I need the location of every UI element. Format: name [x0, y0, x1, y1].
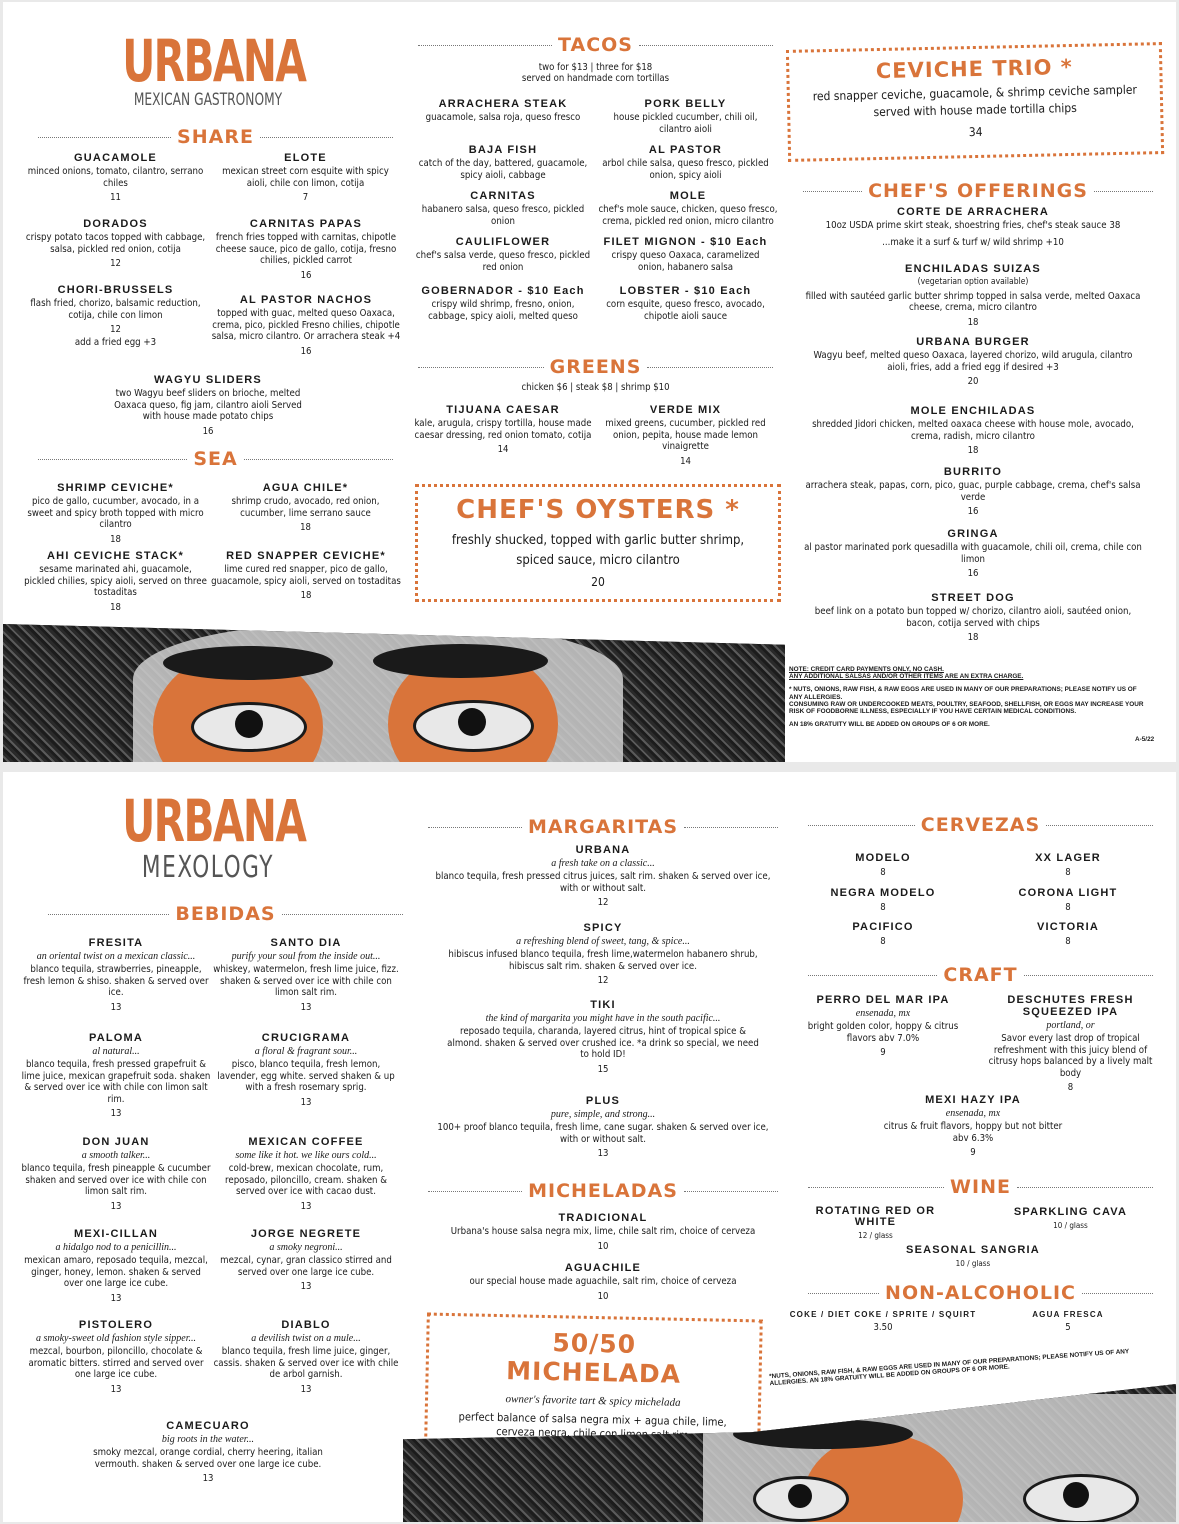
fifty-tag: owner's favorite tart & spicy michelada [505, 1393, 681, 1409]
cervezas-heading: CERVEZAS [808, 814, 1153, 836]
beer-item: NEGRA MODELO 8 [830, 887, 936, 913]
beer-item: PACIFICO 8 [852, 921, 914, 947]
menu-code: A-5/22 [1135, 736, 1155, 743]
menu-item: STREET DOG beef link on a potato bun topped w/ chorizo, cilantro aioli, sautéed onion, bacon, cotija served with chips 18 [814, 592, 1132, 643]
ceviche-trio-box [786, 42, 1164, 162]
skull-artwork [3, 624, 785, 762]
michelada-title: MICHELADA [505, 1356, 682, 1389]
menu-item: AL PASTOR NACHOS topped with guac, melted queso Oaxaca, crema, pico, pickled Fresno chilies, chipotle salsa, micro cilantro. Or arrachera steak +4 16 [211, 294, 401, 357]
menu-item: GRINGA al pastor marinated pork quesadilla with guacamole, chili oil, crema, chile con limon 16 [804, 528, 1142, 579]
wine-heading: WINE [808, 1176, 1153, 1198]
drink-item: DIABLO a devilish twist on a mule... blanco tequila, fresh lime juice, ginger, cassis. shaken & served over ice with chile de arbol garnish. 13 [213, 1319, 399, 1395]
logo-subtitle: MEXICAN GASTRONOMY [133, 90, 283, 110]
menu-item: MOLE ENCHILADAS shredded Jidori chicken, melted oaxaca cheese with house mole, avocado, crema, radish, micro cilantro 18 [812, 405, 1134, 456]
soft-drink-item: AGUA FRESCA 5 [1032, 1310, 1104, 1333]
taco-item: LOBSTER - $10 Each corn esquite, queso fresco, avocado, chipotle aioli sauce [606, 285, 765, 322]
beer-item: VICTORIA 8 [1037, 921, 1099, 947]
drink-item: CAMECUARO big roots in the water... smoky mezcal, orange cordial, cherry heering, italian vermouth. shaken & served over one large ice cube. 13 [93, 1420, 323, 1484]
drink-item: URBANA a fresh take on a classic... blanco tequila, fresh pressed citrus juices, salt rim. shaken & served over ice, with or without salt. 12 [435, 844, 771, 908]
drink-item: TRADICIONAL Urbana's house salsa negra mix, lime, chile salt rim, choice of cerveza 10 [450, 1212, 756, 1252]
logo-title: URBANA [122, 787, 306, 855]
tacos-note: served on handmade corn tortillas [521, 73, 670, 84]
micheladas-heading: MICHELADAS [428, 1180, 778, 1202]
fine-print: NOTE: CREDIT CARD PAYMENTS ONLY, NO CASH. ANY ADDITIONAL SALSAS AND/OR OTHER ITEMS ARE AN EXTRA CHARGE. * NUTS, ONIONS, RAW FISH, & RAW EGGS ARE USED IN MANY OF OUR PREPARATIONS; PLEASE NOTIFY US OF ANY ALLERGIES. CONSUMING RAW OR UNDERCOOKED MEATS, POULTRY, SEAFOOD, SHELLFISH, OR EGGS MAY INCREASE YOUR RISK OF FOODBORNE ILLNESS, ESPECIALLY IF YOU HAVE CERTAIN MEDICAL CONDITIONS. AN 18% GRATUITY WILL BE ADDED ON GROUPS OF 6 OR MORE. [789, 666, 1144, 729]
chefs-oysters-title: CHEF'S OYSTERS * [456, 495, 740, 525]
drink-item: CRUCIGRAMA a floral & fragrant sour... pisco, blanco tequila, fresh lemon, lavender, egg white. served shaken & up with a fresh rosemary sprig. 13 [217, 1032, 395, 1108]
drink-item: SANTO DIA purify your soul from the inside out... whiskey, watermelon, fresh lime juice, fizz. shaken & served over ice with chile con limon salt rim. 13 [213, 937, 399, 1013]
non-alcoholic-heading: NON-ALCOHOLIC [808, 1282, 1153, 1304]
menu-item: VERDE MIX mixed greens, cucumber, pickled red onion, pepita, house made lemon vinaigrette 14 [605, 404, 766, 467]
drinks-menu-page [3, 772, 1176, 1522]
menu-item: GUACAMOLE minced onions, tomato, cilantro, serrano chiles 11 [27, 152, 204, 203]
taco-item: ARRACHERA STEAK guacamole, salsa roja, queso fresco [425, 98, 581, 123]
taco-item: BAJA FISH catch of the day, battered, guacamole, spicy aioli, cabbage [418, 144, 588, 181]
menu-item: URBANA BURGER Wagyu beef, melted queso Oaxaca, layered chorizo, wild arugula, cilantro aioli, fries, add a fried egg if desired +3 20 [813, 336, 1133, 387]
craft-heading: CRAFT [808, 964, 1153, 986]
fine-print: *NUTS, ONIONS, RAW FISH, & RAW EGGS ARE USED IN MANY OF OUR PREPARATIONS; PLEASE NOTIFY US OF ANY ALLERGIES. AN 18% GRATUITY WILL BE ADDED ON GROUPS OF 6 OR MORE. [768, 1348, 1130, 1388]
beer-item: MODELO 8 [855, 852, 911, 878]
drink-item: JORGE NEGRETE a smoky negroni... mezcal, cynar, gran classico stirred and served over one large ice cube. 13 [220, 1228, 392, 1292]
menu-item: CORTE DE ARRACHERA 10oz USDA prime skirt steak, shoestring fries, chef's steak sauce 38 ...make it a surf & turf w/ wild shrimp +10 [825, 206, 1121, 248]
logo-title: URBANA [122, 27, 306, 95]
wine-item: ROTATING RED OR WHITE 12 / glass [815, 1205, 936, 1240]
ceviche-trio-price: 34 [968, 124, 983, 140]
drink-item: PISTOLERO a smoky-sweet old fashion style sipper... mezcal, bourbon, piloncillo, chocolate & aromatic bitters. stirred and served over one large ice cube. 13 [28, 1319, 204, 1395]
drink-item: FRESITA an oriental twist on a mexican classic... blanco tequila, strawberries, pineapple, fresh lemon & shiso. shaken & served over ice. 13 [23, 937, 209, 1013]
menu-item: TIJUANA CAESAR kale, arugula, crispy tortilla, house made caesar dressing, red onion tomato, cotija 14 [414, 404, 592, 455]
drink-item: DON JUAN a smooth talker... blanco tequila, fresh pineapple & cucumber shaken and served over ice with chile con limon salt rim. 13 [21, 1136, 211, 1212]
menu-item: AHI CEVICHE STACK* sesame marinated ahi, guacamole, pickled chilies, spicy aioli, served on three tostaditas 18 [24, 550, 207, 613]
beer-item: CORONA LIGHT 8 [1018, 887, 1118, 913]
taco-item: CARNITAS habanero salsa, queso fresco, pickled onion [421, 190, 585, 227]
share-heading: SHARE [38, 126, 393, 148]
greens-heading: GREENS [418, 356, 773, 378]
ceviche-trio-desc: red snapper ceviche, guacamole, & shrimp ceviche sampler served with house made tortilla chips [812, 82, 1138, 120]
beer-item: XX LAGER 8 [1035, 852, 1101, 878]
tacos-pricing: two for $13 | three for $18 [538, 62, 653, 73]
drink-item: PLUS pure, simple, and strong... 100+ proof blanco tequila, fresh lime, cane sugar. shaken & served over ice, with or without salt. 13 [437, 1095, 769, 1159]
logo [98, 27, 318, 110]
ceviche-trio-title: CEVICHE TRIO * [875, 54, 1073, 84]
taco-item: GOBERNADOR - $10 Each crispy wild shrimp, fresno, onion, cabbage, spicy aioli, melted queso [421, 285, 585, 322]
margaritas-heading: MARGARITAS [428, 816, 778, 838]
menu-item: RED SNAPPER CEVICHE* lime cured red snapper, pico de gallo, guacamole, spicy aioli, served on tostaditas 18 [211, 550, 401, 601]
drink-item: TIKI the kind of margarita you might have in the south pacific... reposado tequila, charanda, layered citrus, hint of tropical spice & almond. shaken & served over crushed ice. *a drink so special, we need to hold ID! 15 [447, 999, 759, 1075]
greens-addons: chicken $6 | steak $8 | shrimp $10 [521, 382, 670, 393]
taco-item: PORK BELLY house pickled cucumber, chili oil, cilantro aioli [613, 98, 758, 135]
taco-item: FILET MIGNON - $10 Each crispy queso Oaxaca, caramelized onion, habanero salsa [603, 236, 768, 273]
menu-item: CARNITAS PAPAS french fries topped with carnitas, chipotle cheese sauce, pico de gallo, cotija, fresno chilies, pickled carrot 16 [215, 218, 397, 281]
chefs-oysters-box [415, 484, 781, 602]
menu-item: BURRITO arrachera steak, papas, corn, pico, guac, purple cabbage, crema, chef's salsa verde 16 [805, 466, 1141, 517]
logo [98, 787, 318, 885]
menu-item: SHRIMP CEVICHE* pico de gallo, cucumber, avocado, in a sweet and spicy broth topped with micro cilantro 18 [27, 482, 204, 545]
menu-item: ENCHILADAS SUIZAS (vegetarian option available) filled with sautéed garlic butter shrimp topped in salsa verde, melted Oaxaca cheese, crema, micro cilantro 18 [805, 263, 1141, 328]
tacos-heading: TACOS [418, 34, 773, 56]
sea-heading: SEA [38, 448, 393, 470]
beer-item: DESCHUTES FRESH SQUEEZED IPA portland, or Savor every last drop of tropical refreshment with this juicy blend of citrusy hops balanced by a lively malt body 8 [988, 994, 1153, 1093]
taco-item: MOLE chef's mole sauce, chicken, queso fresco, crema, pickled red onion, micro cilantro [598, 190, 778, 227]
drink-item: MEXI-CILLAN a hidalgo nod to a penicillin... mexican amaro, reposado tequila, mezcal, ginger, honey, lemon. shaken & served over one large ice cube. 13 [24, 1228, 208, 1304]
drink-item: AGUACHILE our special house made aguachile, salt rim, choice of cerveza 10 [469, 1262, 737, 1302]
food-menu-page [3, 2, 1176, 762]
taco-item: AL PASTOR arbol chile salsa, queso fresco, pickled onion, spicy aioli [602, 144, 769, 181]
chefs-oysters-price: 20 [591, 575, 605, 589]
drink-item: MEXICAN COFFEE some like it hot. we like ours cold... cold-brew, mexican chocolate, rum, reposado, piloncillo, cream. shaken & served over ice with cacao dust. 13 [225, 1136, 387, 1212]
chefs-oysters-desc: freshly shucked, topped with garlic butter shrimp, spiced sauce, micro cilantro [451, 533, 745, 568]
beer-item: PERRO DEL MAR IPA ensenada, mx bright golden color, hoppy & citrus flavors abv 7.0% 9 [807, 994, 959, 1058]
soft-drink-item: COKE / DIET COKE / SPRITE / SQUIRT 3.50 [789, 1310, 977, 1333]
bebidas-heading: BEBIDAS [48, 903, 403, 925]
menu-item: CHORI-BRUSSELS flash fried, chorizo, balsamic reduction, cotija, chile con limon 12 add a fried egg +3 [30, 284, 201, 348]
wine-item: SPARKLING CAVA 10 / glass [1013, 1206, 1128, 1230]
fifty-desc: perfect balance of salsa negra mix + agua chile, lime, cerveza negra, chile con limon salt rim [458, 1410, 727, 1443]
taco-item: CAULIFLOWER chef's salsa verde, queso fresco, pickled red onion [415, 236, 591, 273]
menu-item: ELOTE mexican street corn esquite with spicy aioli, chile con limon, cotija 7 [222, 152, 389, 203]
fifty-title: 50/50 [552, 1328, 637, 1359]
logo-subtitle: MEXOLOGY [141, 850, 275, 885]
wine-item: SEASONAL SANGRIA 10 / glass [906, 1244, 1040, 1268]
menu-item: AGUA CHILE* shrimp crudo, avocado, red onion, cucumber, lime serrano sauce 18 [231, 482, 380, 533]
chefs-offerings-heading: CHEF'S OFFERINGS [803, 180, 1153, 202]
drink-item: SPICY a refreshing blend of sweet, tang, & spice... hibiscus infused blanco tequila, fresh lime,watermelon habanero shrub, hibiscus salt rim. shaken & served over ice. 12 [448, 922, 758, 986]
menu-item: DORADOS crispy potato tacos topped with cabbage, salsa, pickled red onion, cotija 12 [25, 218, 206, 269]
menu-item: WAGYU SLIDERS two Wagyu beef sliders on brioche, melted Oaxaca queso, fig jam, cilantro aioli Served with house made potato chips 16 [114, 374, 302, 437]
beer-item: MEXI HAZY IPA ensenada, mx citrus & fruit flavors, hoppy but not bitter abv 6.3% 9 [883, 1094, 1063, 1158]
drink-item: PALOMA al natural... blanco tequila, fresh pressed grapefruit & lime juice, mexican grapefruit soda. shaken & served over ice with chile con limon salt rim. 13 [21, 1032, 211, 1119]
